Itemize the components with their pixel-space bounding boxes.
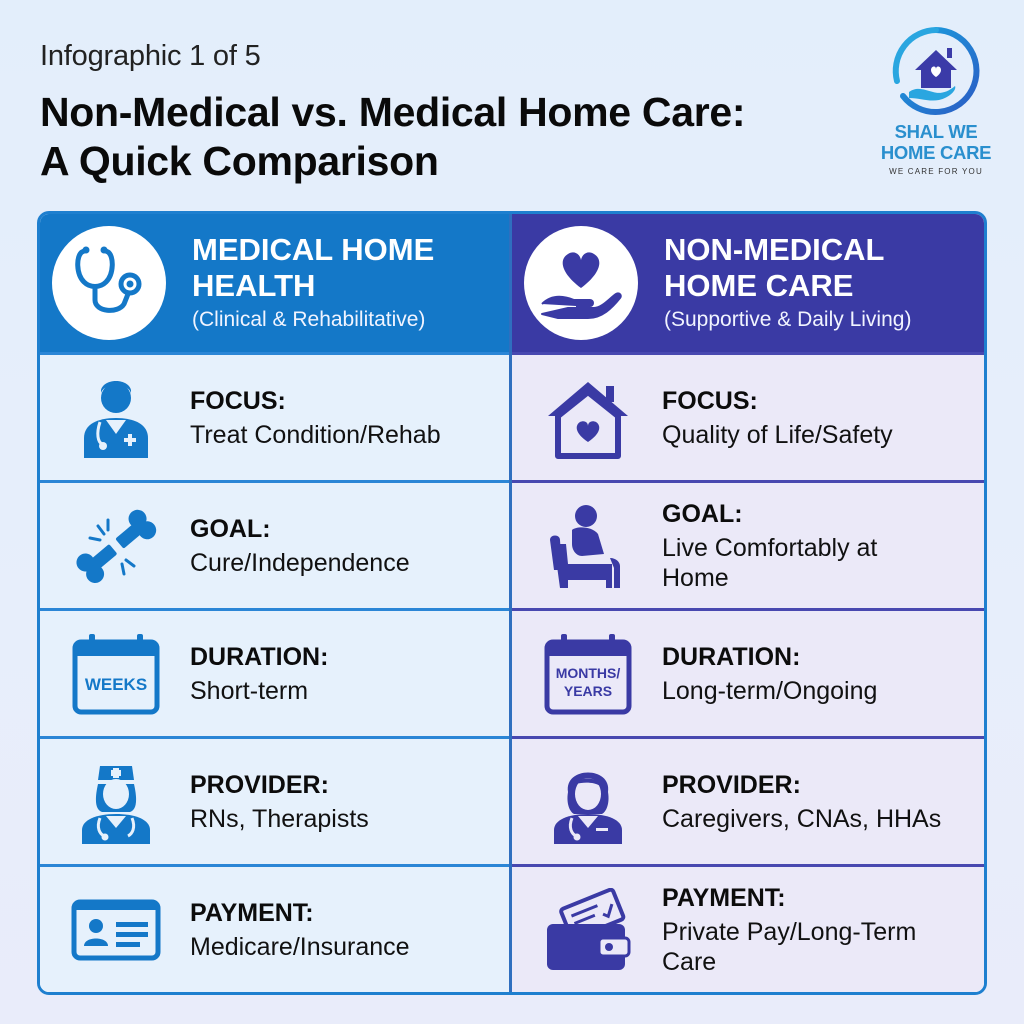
non-medical-goal-text bbox=[662, 499, 877, 593]
row-value: Cure/Independence bbox=[190, 548, 410, 577]
non-medical-header-text bbox=[664, 232, 911, 334]
medical-row-focus bbox=[40, 352, 509, 480]
row-value-line-1: Private Pay/Long-Term bbox=[662, 917, 917, 946]
row-value: Medicare/Insurance bbox=[190, 932, 410, 961]
calendar-months-label: MONTHS/ bbox=[555, 664, 621, 681]
row-value: Long-term/Ongoing bbox=[662, 676, 878, 705]
doctor-icon bbox=[66, 355, 166, 480]
heart-in-hand-icon bbox=[524, 226, 638, 340]
brand-name bbox=[876, 121, 996, 163]
row-label: DURATION: bbox=[190, 642, 329, 671]
house-in-hand-icon bbox=[891, 26, 981, 116]
nurse-icon bbox=[66, 739, 166, 864]
medical-header-subtitle: (Clinical & Rehabilitative) bbox=[192, 308, 426, 331]
page-title bbox=[40, 88, 745, 186]
wallet-icon bbox=[538, 867, 638, 992]
caregiver-icon bbox=[538, 739, 638, 864]
calendar-years-label: YEARS bbox=[563, 682, 613, 699]
brand-name-line-2: HOME CARE bbox=[880, 142, 992, 163]
row-label: DURATION: bbox=[662, 642, 801, 671]
row-value: RNs, Therapists bbox=[190, 804, 369, 833]
non-medical-row-duration bbox=[512, 608, 984, 736]
row-value: Short-term bbox=[190, 676, 309, 705]
medical-provider-text bbox=[190, 770, 369, 834]
insurance-card-icon bbox=[66, 867, 166, 992]
brand-tagline: WE CARE FOR YOU bbox=[889, 167, 983, 176]
medical-focus-text bbox=[190, 386, 441, 450]
non-medical-row-payment bbox=[512, 864, 984, 992]
title-line-2: A Quick Comparison bbox=[40, 138, 439, 184]
non-medical-title-line-1: NON-MEDICAL bbox=[664, 232, 885, 267]
stethoscope-icon bbox=[52, 226, 166, 340]
brand-logo bbox=[876, 26, 996, 186]
non-medical-payment-text bbox=[662, 883, 916, 977]
medical-header-title bbox=[192, 232, 434, 304]
row-value: Caregivers, CNAs, HHAs bbox=[662, 804, 942, 833]
row-value bbox=[662, 533, 877, 593]
title-line-1: Non-Medical vs. Medical Home Care: bbox=[40, 89, 746, 135]
calendar-icon bbox=[538, 611, 638, 736]
row-value bbox=[662, 917, 916, 977]
non-medical-focus-text bbox=[662, 386, 893, 450]
medical-column bbox=[40, 214, 512, 992]
calendar-weeks-label: WEEKS bbox=[84, 674, 148, 694]
row-label: GOAL: bbox=[662, 499, 743, 528]
medical-row-duration bbox=[40, 608, 509, 736]
row-value-line-1: Live Comfortably at bbox=[662, 533, 878, 562]
medical-row-goal bbox=[40, 480, 509, 608]
row-label: PAYMENT: bbox=[190, 898, 314, 927]
non-medical-provider-text bbox=[662, 770, 941, 834]
non-medical-duration-text bbox=[662, 642, 877, 706]
broken-bone-icon bbox=[66, 483, 166, 608]
non-medical-row-provider bbox=[512, 736, 984, 864]
row-value: Treat Condition/Rehab bbox=[190, 420, 441, 449]
non-medical-header-subtitle: (Supportive & Daily Living) bbox=[664, 308, 912, 331]
non-medical-header-title bbox=[664, 232, 911, 304]
medical-title-line-1: MEDICAL HOME bbox=[192, 232, 435, 267]
row-label: PROVIDER: bbox=[662, 770, 801, 799]
medical-row-payment bbox=[40, 864, 509, 992]
row-label: PAYMENT: bbox=[662, 883, 786, 912]
row-label: PROVIDER: bbox=[190, 770, 329, 799]
medical-header bbox=[40, 214, 509, 352]
medical-row-provider bbox=[40, 736, 509, 864]
row-value: Quality of Life/Safety bbox=[662, 420, 893, 449]
row-label: FOCUS: bbox=[662, 386, 758, 415]
person-in-armchair-icon bbox=[538, 483, 638, 608]
comparison-table bbox=[37, 211, 987, 995]
medical-payment-text bbox=[190, 898, 410, 962]
non-medical-row-focus bbox=[512, 352, 984, 480]
calendar-icon bbox=[66, 611, 166, 736]
brand-name-line-1: SHAL WE bbox=[894, 121, 978, 142]
non-medical-header bbox=[512, 214, 984, 352]
medical-header-text bbox=[192, 232, 434, 334]
non-medical-row-goal bbox=[512, 480, 984, 608]
medical-title-line-2: HEALTH bbox=[192, 268, 316, 303]
row-label: FOCUS: bbox=[190, 386, 286, 415]
medical-duration-text bbox=[190, 642, 328, 706]
house-heart-icon bbox=[538, 355, 638, 480]
medical-goal-text bbox=[190, 514, 410, 578]
row-label: GOAL: bbox=[190, 514, 271, 543]
infographic-kicker: Infographic 1 of 5 bbox=[40, 40, 261, 72]
row-value-line-2: Home bbox=[662, 563, 729, 592]
non-medical-column bbox=[512, 214, 984, 992]
non-medical-title-line-2: HOME CARE bbox=[664, 268, 854, 303]
row-value-line-2: Care bbox=[662, 947, 717, 976]
